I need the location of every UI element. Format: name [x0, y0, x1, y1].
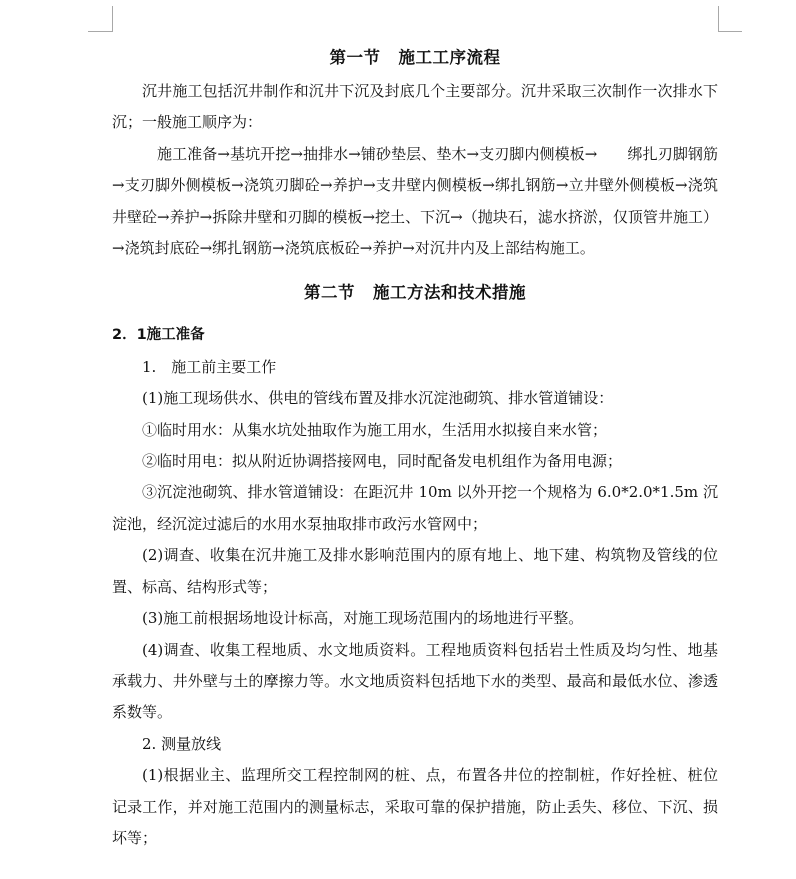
- crop-mark-top-right-horizontal: [718, 31, 742, 32]
- paragraph-sedimentation-tank: ③沉淀池砌筑、排水管道铺设：在距沉井 10m 以外开挖一个规格为 6.0*2.0*1.5m 沉淀池，经沉淀过滤后的水用水泵抽取排市政污水管网中；: [112, 483, 718, 533]
- crop-mark-top-right-vertical: [718, 6, 719, 32]
- paragraph-2-survey-structures: (2)调查、收集在沉井施工及排水影响范围内的原有地上、地下建、构筑物及管线的位置、标高、结构形式等；: [112, 546, 718, 596]
- paragraph-1-site-supply: (1)施工现场供水、供电的管线布置及排水沉淀池砌筑、排水管道铺设：: [142, 389, 614, 408]
- section1-heading-number: 第一节: [329, 48, 381, 67]
- paragraph-4-geology-data: (4)调查、收集工程地质、水文地质资料。工程地质资料包括岩土性质及均匀性、地基承载力、井外壁与土的摩擦力等。水文地质资料包括地下水的类型、最高和最低水位、渗透系数等。: [112, 640, 718, 722]
- section2-heading-number: 第二节: [304, 283, 355, 303]
- item-1-heading: 1. 施工前主要工作: [142, 357, 277, 376]
- subsection-2-1-heading: 2．1施工准备: [112, 327, 205, 344]
- section2-heading-text: 施工方法和技术措施: [373, 283, 526, 303]
- item-2-heading: 2. 测量放线: [142, 734, 222, 753]
- crop-mark-top-left-vertical: [112, 6, 113, 32]
- paragraph-1-control-stakes: (1)根据业主、监理所交工程控制网的桩、点，布置各井位的控制桩，作好拴桩、桩位记录工作，并对施工范围内的测量标志，采取可靠的保护措施，防止丢失、移位、下沉、损坏等；: [112, 766, 718, 847]
- paragraph-temporary-power: ②临时用电：拟从附近协调搭接网电，同时配备发电机组作为备用电源；: [142, 452, 623, 471]
- section2-heading: [112, 270, 718, 316]
- paragraph-3-site-leveling: (3)施工前根据场地设计标高，对施工现场范围内的场地进行平整。: [142, 609, 584, 628]
- document-page: [112, 40, 718, 854]
- section1-heading: [112, 40, 718, 76]
- section1-paragraph-sequence: 施工准备→基坑开挖→抽排水→铺砂垫层、垫木→支刃脚内侧模板→ 绑扎刃脚钢筋→支刃脚外侧模板→浇筑刃脚砼→养护→支井壁内侧模板→绑扎钢筋→立井壁外侧模板→浇筑井壁砼→养护→拆除井壁和刃脚的模板→挖土、下沉→（抛块石，滤水挤淤，仅顶管井施工）→浇筑封底砼→绑扎钢筋→浇筑底板砼→养护→对沉井内及上部结构施工。: [112, 144, 718, 258]
- section1-heading-text: 施工工序流程: [398, 48, 501, 67]
- paragraph-temporary-water: ①临时用水：从集水坑处抽取作为施工用水，生活用水拟接自来水管；: [142, 420, 608, 439]
- crop-mark-top-left-horizontal: [88, 31, 112, 32]
- section1-paragraph-intro: 沉井施工包括沉井制作和沉井下沉及封底几个主要部分。沉井采取三次制作一次排水下沉；一般施工顺序为：: [112, 82, 718, 132]
